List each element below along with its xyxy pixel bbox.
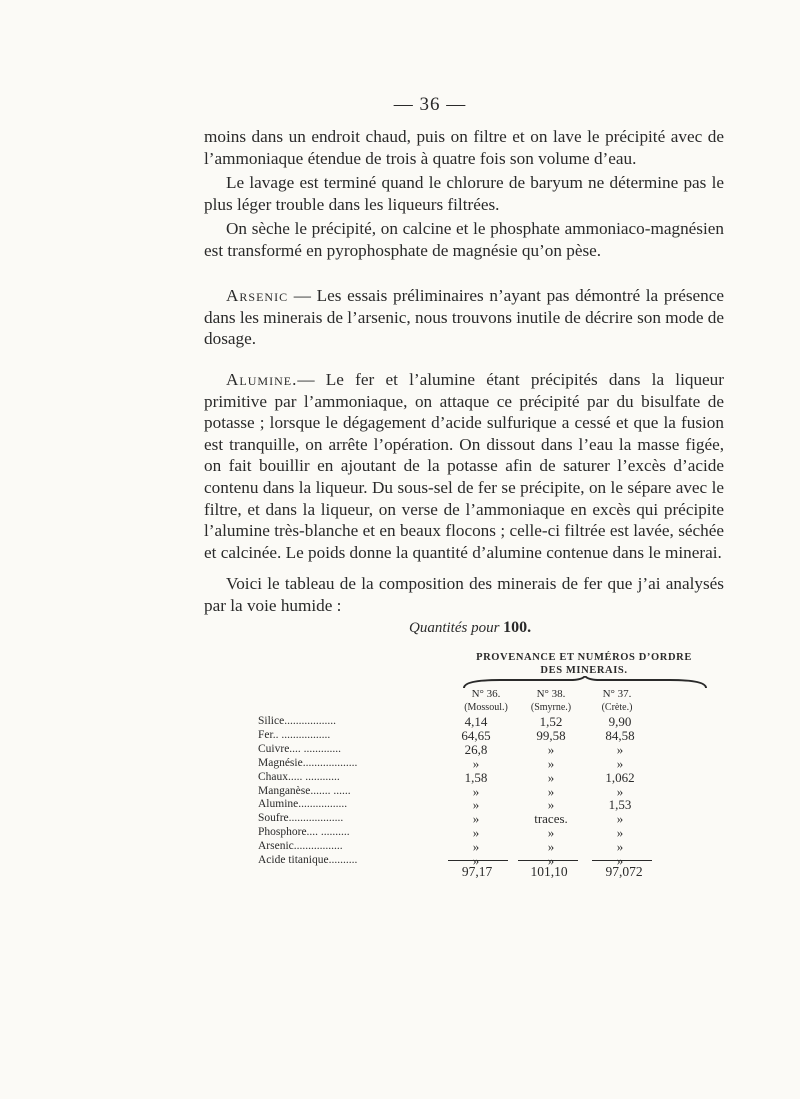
table-cell: » xyxy=(616,742,624,757)
column-number: N° 38. xyxy=(536,688,566,700)
arsenic-text: — Les essais préliminaires n’ayant pas démontré la présence dans les minerais de l’arsenic, nous trouvons inutile de décrire son mode de dosage. xyxy=(204,286,724,349)
table-cell: » xyxy=(616,839,624,854)
table-cell: 4,14 xyxy=(464,714,488,729)
table-row-label: Cuivre.... ............. xyxy=(258,743,342,755)
table-row-label: Soufre................... xyxy=(258,812,344,824)
table-cell: » xyxy=(616,825,624,840)
table-cell: » xyxy=(472,756,480,771)
column-number: N° 36. xyxy=(471,688,501,700)
table-cell: 9,90 xyxy=(608,714,632,729)
table-row-label: Fer.. ................. xyxy=(258,729,331,741)
table-cell: » xyxy=(616,756,624,771)
table-cell: » xyxy=(472,784,480,799)
paragraph-alumine xyxy=(204,369,724,563)
paragraph-1: moins dans un endroit chaud, puis on filtre et on lave le précipité avec de l’ammoniaque étendue de trois à quatre fois son volume d’eau. xyxy=(204,127,724,168)
column-origin: (Mossoul.) xyxy=(464,702,508,713)
table-cell: 64,65 xyxy=(461,728,491,743)
provenance-line-2: DES MINERAIS. xyxy=(540,665,628,676)
table-row-label: Magnésie................... xyxy=(258,757,358,769)
table-row-label: Phosphore.... .......... xyxy=(258,826,350,838)
table-cell: 1,58 xyxy=(464,770,488,785)
paragraph-arsenic xyxy=(204,285,724,350)
page-number: — 36 — xyxy=(393,94,467,115)
paragraph-2: Le lavage est terminé quand le chlorure de baryum ne détermine pas le plus léger trouble dans les liqueurs filtrées. xyxy=(204,173,724,214)
provenance-line-1: PROVENANCE ET NUMÉROS D’ORDRE xyxy=(476,652,692,663)
table-cell: » xyxy=(472,811,480,826)
column-origin: (Smyrne.) xyxy=(530,702,572,713)
table-row-label: Arsenic................. xyxy=(258,840,343,852)
total-rule-1 xyxy=(448,860,508,861)
arsenic-heading: Arsenic xyxy=(226,286,289,305)
total-cell: 101,10 xyxy=(530,864,568,879)
table-cell: » xyxy=(616,811,624,826)
column-origin: (Crète.) xyxy=(601,702,633,713)
table-cell: 84,58 xyxy=(605,728,635,743)
total-cell: 97,072 xyxy=(605,864,643,879)
column-number: N° 37. xyxy=(602,688,632,700)
table-cell: » xyxy=(547,784,555,799)
column-head-3 xyxy=(577,688,657,714)
table-row-label: Alumine................. xyxy=(258,798,348,810)
table-cell: 26,8 xyxy=(464,742,488,757)
table-cell: » xyxy=(547,770,555,785)
paragraph-3: On sèche le précipité, on calcine et le phosphate ammoniaco-magnésien est transformé en pyrophosphate de magnésie qu’on pèse. xyxy=(204,219,724,260)
table-caption xyxy=(409,619,531,637)
table-cell: traces. xyxy=(534,811,568,826)
table-cell: » xyxy=(547,797,555,812)
total-cell: 97,17 xyxy=(461,864,493,879)
table-cell: » xyxy=(616,784,624,799)
table-cell: » xyxy=(547,839,555,854)
provenance-heading xyxy=(464,651,704,677)
table-cell: » xyxy=(547,742,555,757)
table-cell: 1,062 xyxy=(605,770,635,785)
total-rule-3 xyxy=(592,860,652,861)
table-cell: 1,53 xyxy=(608,797,632,812)
table-cell: 99,58 xyxy=(536,728,566,743)
table-cell: » xyxy=(472,825,480,840)
table-row-label: Acide titanique.......... xyxy=(258,854,358,866)
table-row-label: Chaux..... ............ xyxy=(258,771,340,783)
table-row-label: Silice.................. xyxy=(258,715,336,727)
caption-italic: Quantités pour xyxy=(409,620,500,636)
alumine-text: — Le fer et l’alumine étant précipités dans la liqueur primitive par l’ammoniaque, on attaque ce précipité par du bisulfate de potasse ; lorsque le dégagement d’acide sulfurique a cessé et que la fusion est tranquille, on arrête l’opération. On dissout dans l’eau la masse figée, on fait bouillir en ajoutant de la potasse afin de saturer l’excès d’acide contenu dans la liqueur. Du sous-sel de fer se précipite, on le sépare avec le filtre, et dans la liqueur, on verse de l’ammoniaque en excès qui précipite l’alumine très-blanche et en beaux flocons ; celle-ci filtrée est lavée, séchée et calcinée. Le poids donne la quantité d’alumine contenue dans le minerai. xyxy=(204,370,724,562)
table-cell: 1,52 xyxy=(539,714,563,729)
table-cell: » xyxy=(547,825,555,840)
table-row-label: Manganèse....... ...... xyxy=(258,785,351,797)
table-cell: » xyxy=(472,797,480,812)
caption-bold: 100. xyxy=(503,619,532,636)
table-cell: » xyxy=(547,756,555,771)
table-cell: » xyxy=(472,839,480,854)
paragraph-6: Voici le tableau de la composition des minerais de fer que j’ai analysés par la voie humide : xyxy=(204,574,724,615)
total-rule-2 xyxy=(518,860,578,861)
alumine-heading: Alumine. xyxy=(226,370,298,389)
